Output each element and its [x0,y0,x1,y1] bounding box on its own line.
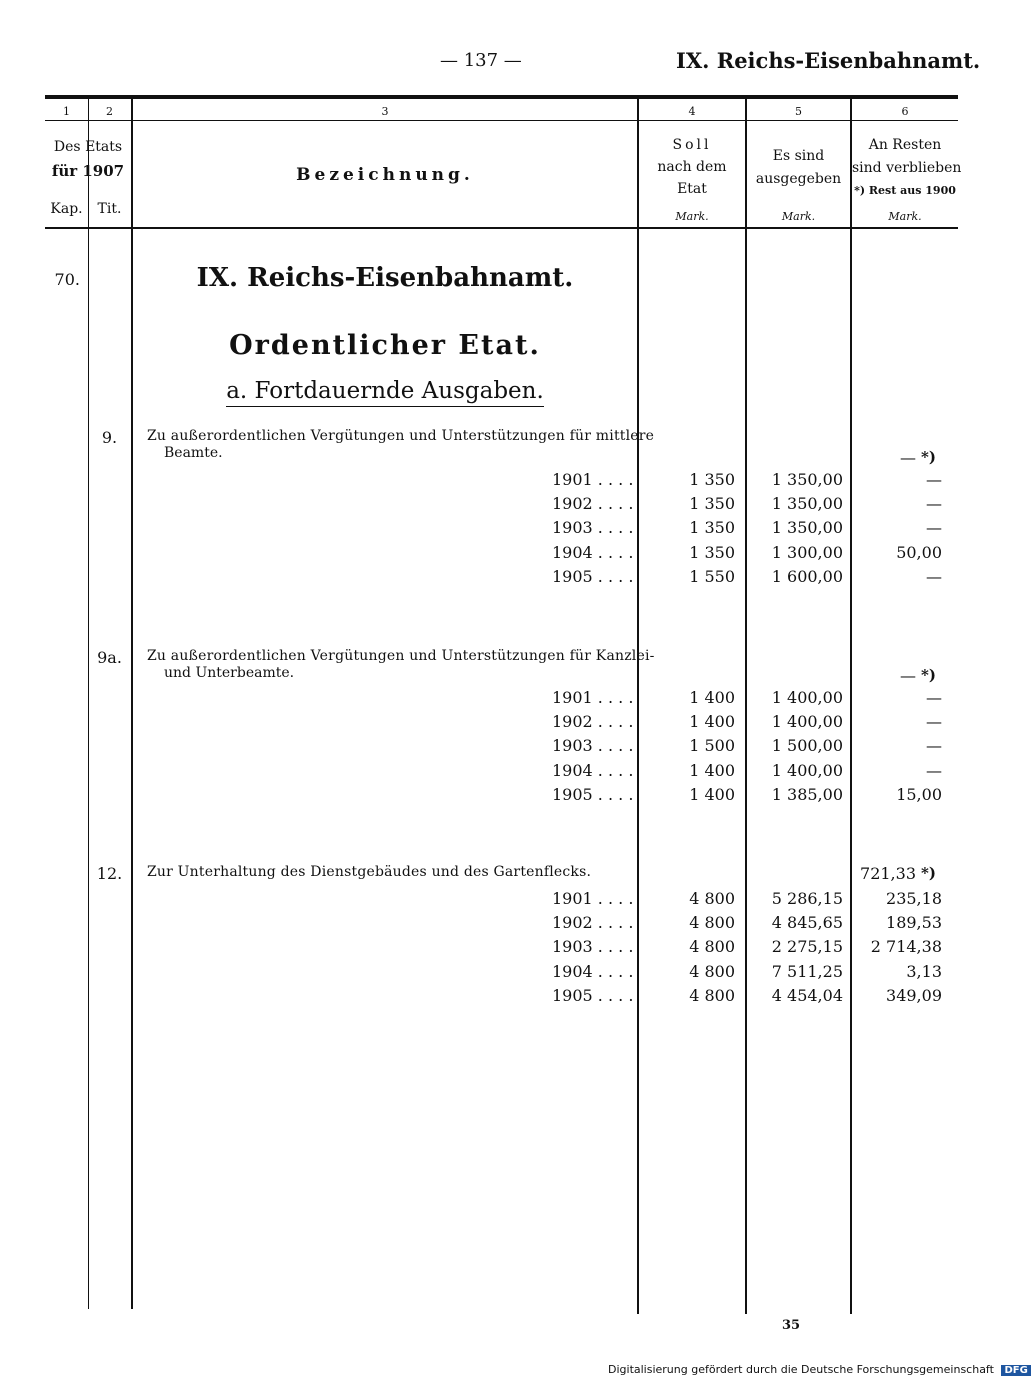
rest-value: — [926,736,942,755]
col12-title-1: Des Etats [53,139,123,155]
footnote-asterisk: *) [921,864,936,882]
colnum-1: 1 [63,105,70,118]
year-label: 1902 . . . . [552,712,634,731]
col-divider-1 [88,99,89,1309]
colnum-6: 6 [901,105,909,118]
colnum-4: 4 [688,105,696,118]
top-rule-thick [45,95,958,99]
soll-header-2: nach dem [657,159,727,175]
dfg-credit [608,1363,1031,1376]
reste-header-1: An Resten [868,137,942,153]
soll-value: 1 350 [689,470,735,489]
soll-value: 1 400 [689,688,735,707]
bezeichnung-header: Bezeichnung. [296,165,474,185]
ausgegeben-value: 1 600,00 [771,567,843,586]
ausgegeben-value: 1 385,00 [771,785,843,804]
soll-unit: Mark. [675,210,709,223]
rest-value: 235,18 [886,889,942,908]
tit-number: 12. [96,864,123,883]
rest-value: — [926,470,942,489]
kap-label: Kap. [50,201,83,217]
ausgegeben-value: 1 400,00 [771,712,843,731]
section-title-text: a. Fortdauernde Ausgaben. [226,378,544,407]
soll-value: 1 400 [689,785,735,804]
soll-value: 4 800 [689,889,735,908]
footnote-asterisk: *) [921,666,936,684]
soll-value: 1 350 [689,494,735,513]
soll-value: 4 800 [689,913,735,932]
rest-value: 15,00 [896,785,942,804]
year-label: 1905 . . . . [552,567,634,586]
tit-number: 9. [101,428,118,447]
rest-1900-value: — [900,666,916,685]
rest-value: 50,00 [896,543,942,562]
rest-value: — [926,494,942,513]
soll-header-1: Soll [672,137,712,153]
rest-value: — [926,761,942,780]
soll-value: 1 400 [689,712,735,731]
soll-value: 1 500 [689,736,735,755]
year-label: 1904 . . . . [552,761,634,780]
rest-value: 189,53 [886,913,942,932]
rest-value: 2 714,38 [870,937,942,956]
title-description: Zur Unterhaltung des Dienstgebäudes und des Gartenflecks. [147,864,592,880]
kap-number: 70. [54,270,80,289]
soll-value: 4 800 [689,937,735,956]
ausgegeben-value: 5 286,15 [771,889,843,908]
colnum-rule [45,120,958,121]
colnum-2: 2 [106,105,113,118]
title-description: Zu außerordentlichen Vergütungen und Unterstützungen für mittlere [147,428,655,444]
ausgegeben-value: 1 350,00 [771,494,843,513]
signature-mark: 35 [782,1318,801,1333]
ausgegeben-unit: Mark. [781,210,816,223]
soll-value: 1 400 [689,761,735,780]
year-label: 1902 . . . . [552,913,634,932]
ausgegeben-value: 2 275,15 [771,937,843,956]
year-label: 1903 . . . . [552,736,634,755]
year-label: 1901 . . . . [552,889,634,908]
tit-number: 9a. [97,648,122,667]
ausgegeben-value: 4 845,65 [771,913,843,932]
year-label: 1904 . . . . [552,962,634,981]
chapter-title: IX. Reichs-Eisenbahnamt. [196,263,574,293]
soll-value: 4 800 [689,986,735,1005]
page-number: — 137 — [440,50,522,71]
colnum-5: 5 [795,105,802,118]
soll-value: 1 350 [689,518,735,537]
col12-title-2: für 1907 [51,162,125,180]
year-label: 1901 . . . . [552,470,634,489]
section-title [133,378,637,404]
ausgegeben-value: 4 454,04 [771,986,843,1005]
dfg-credit-text: Digitalisierung gefördert durch die Deutsche Forschungsgemeinschaft [608,1363,994,1376]
ausgegeben-header-1: Es sind [772,148,825,164]
ausgegeben-value: 1 500,00 [771,736,843,755]
colnum-3: 3 [381,105,389,118]
year-label: 1904 . . . . [552,543,634,562]
ausgegeben-header-2: ausgegeben [755,171,842,187]
ausgegeben-value: 1 350,00 [771,470,843,489]
footnote-asterisk: *) [921,448,936,466]
soll-header-3: Etat [677,181,707,197]
reste-unit: Mark. [888,210,922,223]
ausgegeben-value: 1 350,00 [771,518,843,537]
year-label: 1903 . . . . [552,937,634,956]
chapter-subtitle: Ordentlicher Etat. [229,330,541,361]
year-label: 1905 . . . . [552,785,634,804]
rest-1900-value: — [900,448,916,467]
soll-value: 4 800 [689,962,735,981]
reste-header-2: sind verblieben [852,160,962,176]
rest-value: — [926,567,942,586]
year-label: 1902 . . . . [552,494,634,513]
running-head: IX. Reichs-Eisenbahnamt. [676,48,981,73]
header-bottom-rule [45,227,958,229]
year-label: 1903 . . . . [552,518,634,537]
rest-value: — [926,518,942,537]
rest-value: — [926,712,942,731]
soll-value: 1 550 [689,567,735,586]
title-description-cont: Beamte. [164,445,223,461]
rest-value: — [926,688,942,707]
rest-value: 349,09 [886,986,942,1005]
rest-1900-value: 721,33 [860,864,916,883]
reste-header-3: *) Rest aus 1900 [854,184,956,197]
ausgegeben-value: 1 400,00 [771,688,843,707]
soll-value: 1 350 [689,543,735,562]
dfg-logo-icon: DFG [1001,1365,1030,1376]
tit-label: Tit. [97,201,122,217]
title-description-cont: und Unterbeamte. [164,665,295,681]
rest-value: 3,13 [906,962,942,981]
year-label: 1905 . . . . [552,986,634,1005]
title-description: Zu außerordentlichen Vergütungen und Unterstützungen für Kanzlei- [147,648,655,664]
ausgegeben-value: 1 300,00 [771,543,843,562]
ausgegeben-value: 7 511,25 [771,962,843,981]
year-label: 1901 . . . . [552,688,634,707]
ausgegeben-value: 1 400,00 [771,761,843,780]
